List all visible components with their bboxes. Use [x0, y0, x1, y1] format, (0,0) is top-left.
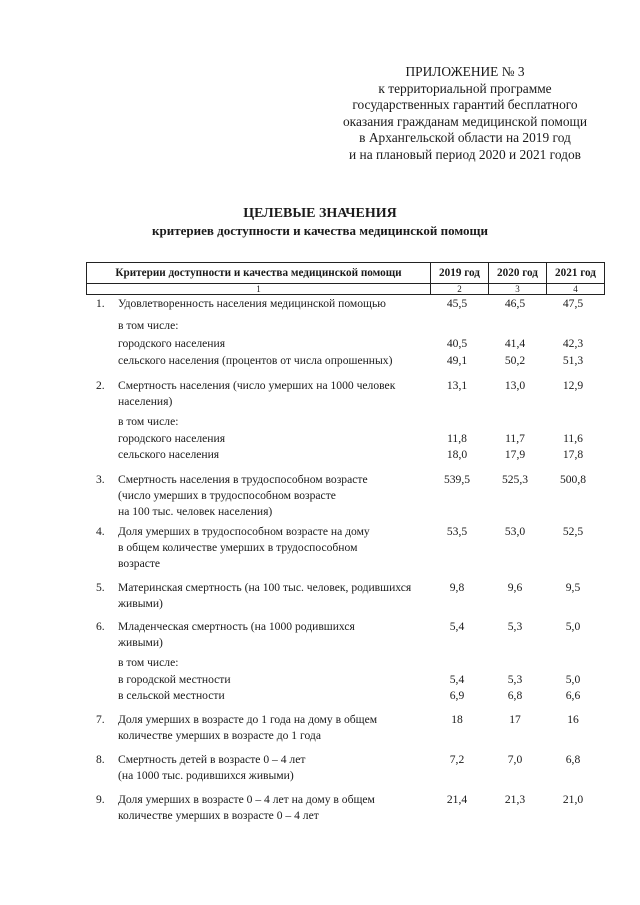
criterion-text: городского населения — [118, 337, 226, 350]
appendix-line: оказания гражданам медицинской помощи — [342, 113, 588, 129]
value-2019: 45,5 — [446, 297, 468, 310]
header-2020: 2020 год — [489, 263, 547, 284]
value-2020: 41,4 — [504, 337, 526, 350]
col-number: 4 — [547, 284, 605, 295]
appendix-heading: ПРИЛОЖЕНИЕ № 3 — [405, 64, 525, 79]
criterion-text: Доля умерших в возрасте до 1 года на дому в общем — [118, 713, 378, 726]
criterion-text: в общем количестве умерших в трудоспособном — [118, 541, 358, 554]
value-2020: 13,0 — [504, 379, 526, 392]
value-2019: 6,9 — [449, 689, 465, 702]
criterion-text: Материнская смертность (на 100 тыс. человек, родившихся — [118, 581, 412, 594]
value-2019: 9,8 — [449, 581, 465, 594]
value-2021: 6,6 — [565, 689, 581, 702]
row-number: 7. — [96, 713, 105, 726]
value-2021: 52,5 — [562, 525, 584, 538]
value-2020: 46,5 — [504, 297, 526, 310]
criterion-text: живыми) — [118, 636, 163, 649]
row-number: 8. — [96, 753, 105, 766]
appendix-block — [300, 64, 630, 163]
value-2021: 47,5 — [562, 297, 584, 310]
value-2019: 7,2 — [449, 753, 465, 766]
value-2020: 17 — [509, 713, 521, 726]
criterion-text: в том числе: — [118, 656, 179, 669]
value-2021: 16 — [567, 713, 579, 726]
value-2019: 13,1 — [446, 379, 468, 392]
criterion-text: в том числе: — [118, 415, 179, 428]
criterion-text: на 100 тыс. человек населения) — [118, 505, 273, 518]
row-number: 2. — [96, 379, 105, 392]
value-2020: 50,2 — [504, 354, 526, 367]
appendix-line: государственных гарантий бесплатного — [352, 97, 578, 112]
value-2021: 6,8 — [565, 753, 581, 766]
value-2020: 11,7 — [505, 432, 525, 445]
value-2019: 18 — [451, 713, 463, 726]
value-2019: 40,5 — [446, 337, 468, 350]
criterion-text: населения) — [118, 395, 173, 408]
value-2020: 53,0 — [504, 525, 526, 538]
col-number: 1 — [87, 284, 431, 295]
value-2019: 53,5 — [446, 525, 468, 538]
criterion-text: живыми) — [118, 597, 163, 610]
value-2021: 51,3 — [562, 354, 584, 367]
value-2020: 9,6 — [507, 581, 523, 594]
criterion-text: Младенческая смертность (на 1000 родившихся — [118, 620, 355, 633]
row-number: 9. — [96, 793, 105, 806]
criterion-text: Доля умерших в трудоспособном возрасте на дому — [118, 525, 370, 538]
criterion-text: в городской местности — [118, 673, 231, 686]
criterion-text: городского населения — [118, 432, 226, 445]
row-number: 3. — [96, 473, 105, 486]
value-2019: 5,4 — [449, 673, 465, 686]
criterion-text: Смертность детей в возрасте 0 – 4 лет — [118, 753, 306, 766]
value-2020: 525,3 — [501, 473, 529, 486]
document-title — [0, 206, 640, 240]
value-2021: 11,6 — [563, 432, 583, 445]
criterion-text: количестве умерших в возрасте 0 – 4 лет — [118, 809, 319, 822]
criterion-text: Удовлетворенность населения медицинской помощью — [118, 297, 386, 310]
criterion-text: (на 1000 тыс. родившихся живыми) — [118, 769, 294, 782]
value-2020: 6,8 — [507, 689, 523, 702]
row-number: 4. — [96, 525, 105, 538]
value-2021: 500,8 — [559, 473, 587, 486]
value-2019: 11,8 — [447, 432, 467, 445]
value-2019: 18,0 — [446, 448, 468, 461]
value-2020: 21,3 — [504, 793, 526, 806]
appendix-line: и на плановый период 2020 и 2021 годов — [349, 146, 581, 162]
col-number: 2 — [431, 284, 489, 295]
header-criteria: Критерии доступности и качества медицинской помощи — [87, 263, 431, 284]
value-2021: 42,3 — [562, 337, 584, 350]
criterion-text: в сельской местности — [118, 689, 225, 702]
table-header-row — [87, 263, 605, 284]
criterion-text: возрасте — [118, 557, 161, 570]
value-2021: 21,0 — [562, 793, 584, 806]
header-2019: 2019 год — [431, 263, 489, 284]
value-2020: 5,3 — [507, 673, 523, 686]
criterion-text: (число умерших в трудоспособном возрасте — [118, 489, 336, 502]
title-main: ЦЕЛЕВЫЕ ЗНАЧЕНИЯ — [243, 206, 397, 221]
value-2019: 49,1 — [446, 354, 468, 367]
header-2021: 2021 год — [547, 263, 605, 284]
criterion-text: Смертность населения в трудоспособном возрасте — [118, 473, 368, 486]
criterion-text: сельского населения (процентов от числа опрошенных) — [118, 354, 393, 367]
appendix-line: к территориальной программе — [378, 80, 552, 96]
row-number: 6. — [96, 620, 105, 633]
value-2021: 12,9 — [562, 379, 584, 392]
value-2021: 17,8 — [562, 448, 584, 461]
value-2020: 17,9 — [504, 448, 526, 461]
title-sub: критериев доступности и качества медицинской помощи — [152, 223, 488, 238]
row-number: 1. — [96, 297, 105, 310]
value-2019: 539,5 — [443, 473, 471, 486]
col-number: 3 — [489, 284, 547, 295]
value-2020: 7,0 — [507, 753, 523, 766]
value-2021: 9,5 — [565, 581, 581, 594]
value-2021: 5,0 — [565, 673, 581, 686]
criterion-text: Смертность населения (число умерших на 1000 человек — [118, 379, 396, 392]
appendix-line: в Архангельской области на 2019 год — [359, 130, 571, 145]
value-2020: 5,3 — [507, 620, 523, 633]
value-2021: 5,0 — [565, 620, 581, 633]
value-2019: 5,4 — [449, 620, 465, 633]
criteria-table — [86, 262, 605, 295]
value-2019: 21,4 — [446, 793, 468, 806]
column-number-row — [87, 284, 605, 295]
row-number: 5. — [96, 581, 105, 594]
criterion-text: количестве умерших в возрасте до 1 года — [118, 729, 321, 742]
criterion-text: Доля умерших в возрасте 0 – 4 лет на дому в общем — [118, 793, 375, 806]
criterion-text: в том числе: — [118, 319, 179, 332]
criterion-text: сельского населения — [118, 448, 220, 461]
